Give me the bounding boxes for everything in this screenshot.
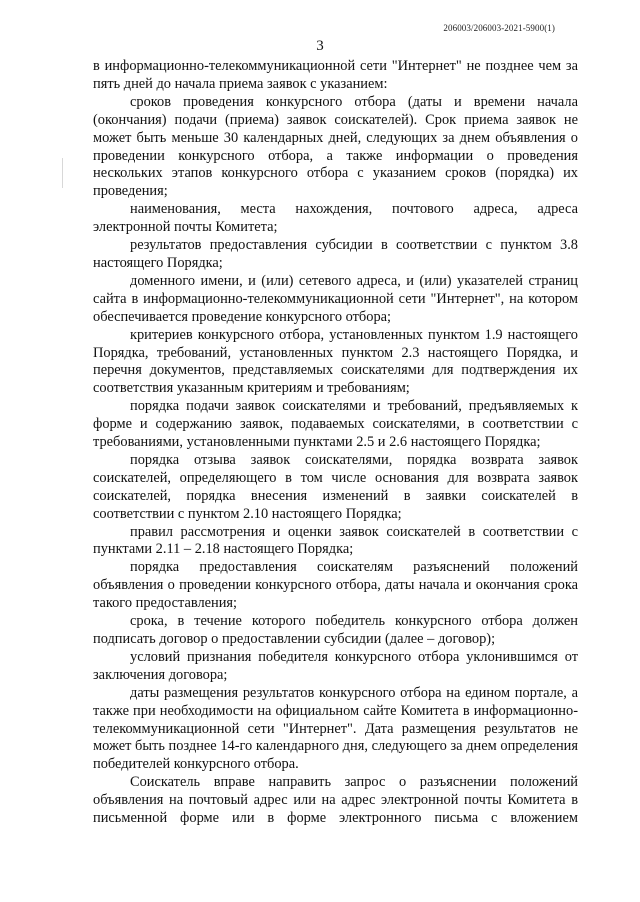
- page-number: 3: [316, 38, 324, 54]
- paragraph-item-evaluation-rules: правил рассмотрения и оценки заявок соискателей в соответствии с пунктами 2.11 – 2.18 настоящего Порядка;: [93, 523, 578, 558]
- paragraph-item-committee-address: наименования, места нахождения, почтового адреса, адреса электронной почты Комитета;: [93, 201, 578, 236]
- paragraph-item-submission-order: порядка подачи заявок соискателями и требований, предъявляемых к форме и содержанию заявок, подаваемых соискателями, в соответствии с требованиями, установленными пунктами 2.5 и 2.6 настоящего Порядка;: [93, 398, 578, 451]
- paragraph-item-domain-name: доменного имени, и (или) сетевого адреса, и (или) указателей страниц сайта в информационно-телекоммуникационной сети "Интернет", на котором обеспечивается проведение конкурсного отбора;: [93, 272, 578, 325]
- paragraph-applicant-request: Соискатель вправе направить запрос о разъяснении положений объявления на почтовый адрес или на адрес электронной почты Комитета в письменной форме или в форме электронного письма с вложением: [93, 774, 578, 827]
- paragraph-item-withdrawal-order: порядка отзыва заявок соискателями, порядка возврата заявок соискателей, определяющего в том числе основания для возврата заявок соискателей, порядка внесения изменений в заявки соискателей в соответствии с пунктом 2.10 настоящего Порядка;: [93, 451, 578, 522]
- paragraph-item-clarifications: порядка предоставления соискателям разъяснений положений объявления о проведении конкурсного отбора, даты начала и окончания срока такого предоставления;: [93, 559, 578, 612]
- document-id: 206003/206003-2021-5900(1): [443, 23, 555, 33]
- paragraph-item-evasion-conditions: условий признания победителя конкурсного отбора уклонившимся от заключения договора;: [93, 648, 578, 683]
- document-body: [93, 58, 578, 828]
- paragraph-item-contract-term: срока, в течение которого победитель конкурсного отбора должен подписать договор о предоставлении субсидии (далее – договор);: [93, 613, 578, 647]
- paragraph-item-subsidy-results: результатов предоставления субсидии в соответствии с пунктом 3.8 настоящего Порядка;: [93, 237, 578, 271]
- paragraph-item-criteria: критериев конкурсного отбора, установленных пунктом 1.9 настоящего Порядка, требований, установленных пунктом 2.3 настоящего Порядка, и перечня документов, представляемых соискателями для подтверждения их соответствия указанным критериям и требованиям;: [93, 326, 578, 397]
- paragraph-item-results-publication: даты размещения результатов конкурсного отбора на едином портале, а также при необходимости на официальном сайте Комитета в информационно-телекоммуникационной сети "Интернет". Дата размещения результатов не может быть позднее 14-го календарного дня, следующего за днем определения победителей конкурсного отбора.: [93, 684, 578, 773]
- scan-artifact: [62, 158, 63, 188]
- paragraph-item-deadlines: сроков проведения конкурсного отбора (даты и времени начала (окончания) подачи (приема) заявок соискателей). Срок приема заявок не может быть меньше 30 календарных дней, следующих за днем объявления о проведении конкурсного отбора, а также информации о проведения нескольких этапов конкурсного отбора с указанием сроков (порядка) их проведения;: [93, 93, 578, 200]
- paragraph-intro-continuation: в информационно-телекоммуникационной сети "Интернет" не позднее чем за пять дней до начала приема заявок с указанием:: [93, 58, 578, 92]
